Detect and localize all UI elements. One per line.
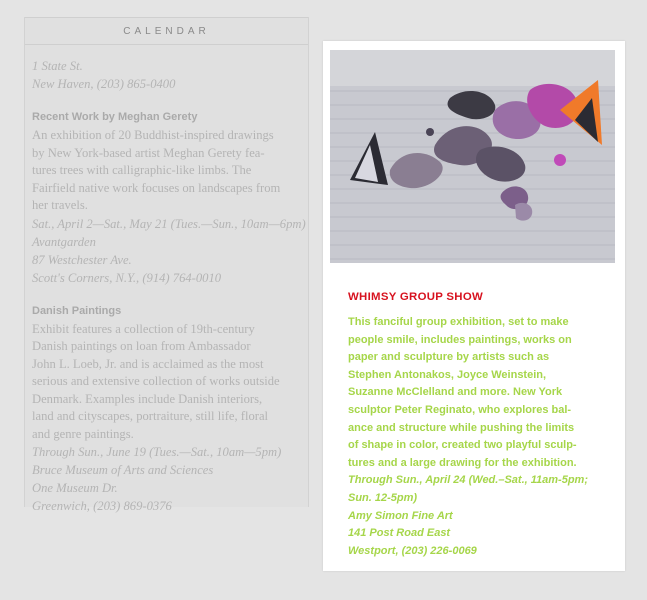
feature-body-line: Stephen Antonakos, Joyce Weinstein, — [348, 368, 547, 381]
event-body-line: Denmark. Examples include Danish interiors, — [32, 391, 263, 406]
event-detail-line: Bruce Museum of Arts and Sciences — [32, 463, 214, 477]
event-body-line: Exhibit features a collection of 19th-century — [32, 321, 255, 336]
feature-body-line: of shape in color, created two playful sculp- — [348, 439, 577, 452]
event-body-line: land and cityscapes, portraiture, still life, floral — [32, 409, 269, 423]
calendar-listings — [25, 45, 308, 515]
feature-text — [348, 291, 623, 560]
event-detail-line: Avantgarden — [32, 234, 96, 249]
event-detail-line: 87 Westchester Ave. — [32, 252, 132, 267]
event-detail-line: Greenwich, (203) 869-0376 — [32, 499, 172, 513]
feature-body-line: ance and structure while pushing the limits — [348, 421, 575, 434]
event-detail-line: Scott's Corners, N.Y., (914) 764-0010 — [32, 270, 222, 285]
event-body-line: by New York-based artist Meghan Gerety fea- — [32, 145, 265, 160]
event-body-line: John L. Loeb, Jr. and is acclaimed as the most — [32, 356, 264, 371]
feature-detail-line: Amy Simon Fine Art — [348, 509, 453, 522]
feature-title: WHIMSY GROUP SHOW — [348, 291, 484, 303]
calendar-header: CALENDAR — [25, 17, 308, 45]
sculpture-photo — [330, 50, 615, 263]
calendar-column — [24, 17, 309, 513]
feature-detail-line: Sun. 12-5pm) — [348, 491, 418, 504]
intro-line: 1 State St. — [32, 59, 83, 73]
feature-body-line: paper and sculpture by artists such as — [348, 351, 550, 364]
intro-line: New Haven, (203) 865-0400 — [32, 77, 176, 91]
event-title: Recent Work by Meghan Gerety — [32, 111, 198, 123]
event-body-line: serious and extensive collection of works outside — [32, 374, 280, 388]
feature-detail-line: 141 Post Road East — [348, 527, 451, 540]
feature-card — [323, 41, 625, 571]
event-detail-line: Through Sun., June 19 (Tues.—Sat., 10am—5pm) — [32, 445, 282, 459]
event-title: Danish Paintings — [32, 304, 122, 317]
event-body-line: An exhibition of 20 Buddhist-inspired drawings — [32, 128, 274, 142]
event-detail-line: Sat., April 2—Sat., May 21 (Tues.—Sun., 10am—6pm) — [32, 216, 306, 231]
feature-body-line: people smile, includes paintings, works on — [348, 333, 572, 346]
feature-body-line: Suzanne McClelland and more. New York — [348, 386, 563, 399]
feature-body-line: tures and a large drawing for the exhibition. — [348, 456, 577, 469]
event-body-line: Fairfield native work focuses on landscapes from — [32, 180, 281, 195]
event-body-line: tures trees with calligraphic-like limbs. The — [32, 163, 252, 177]
event-body-line: Danish paintings on loan from Ambassador — [32, 339, 251, 353]
event-body-line: and genre paintings. — [32, 426, 134, 441]
feature-detail-line: Through Sun., April 24 (Wed.–Sat., 11am-5pm; — [348, 474, 588, 487]
sculpture-image — [330, 50, 615, 263]
feature-body-line: This fanciful group exhibition, set to make — [348, 316, 569, 328]
event-detail-line: One Museum Dr. — [32, 481, 118, 495]
event-body-line: her travels. — [32, 198, 88, 212]
feature-body-line: sculptor Peter Reginato, who explores bal- — [348, 403, 572, 416]
feature-detail-line: Westport, (203) 226-0069 — [348, 544, 477, 557]
